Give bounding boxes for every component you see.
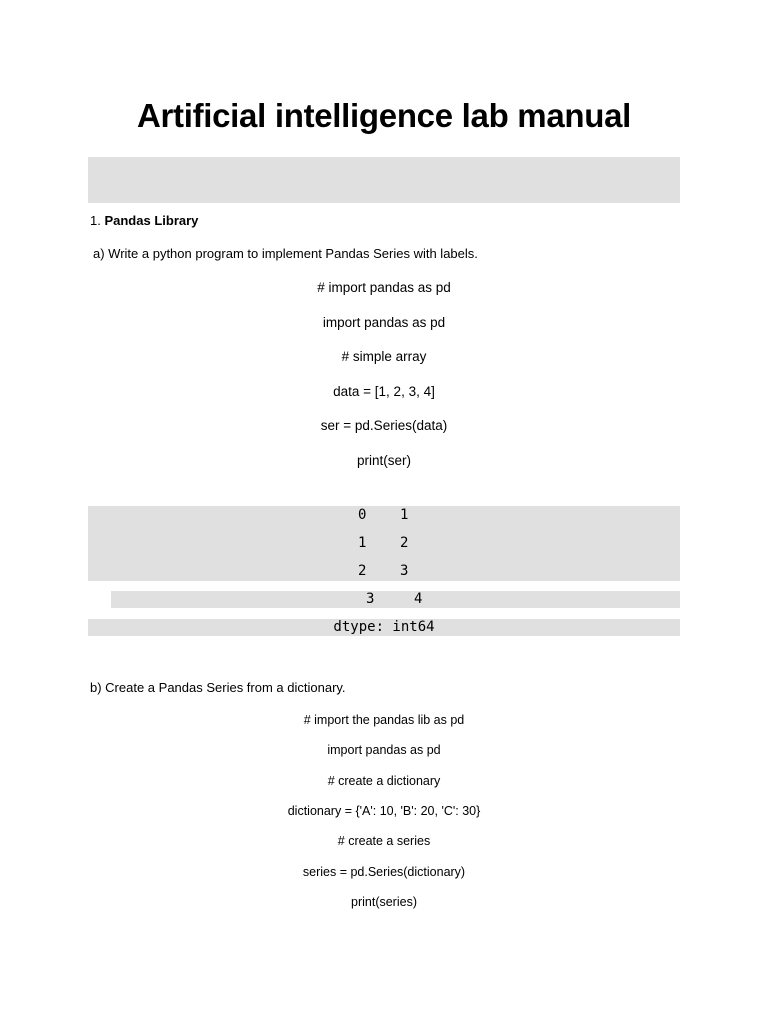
code-line: print(ser) xyxy=(356,453,411,468)
output-value: 3 xyxy=(400,563,409,579)
code-line: # create a dictionary xyxy=(327,774,441,788)
output-value: 2 xyxy=(400,535,409,551)
part-b-prompt: b) Create a Pandas Series from a dictionary. xyxy=(90,680,346,695)
code-line: # create a series xyxy=(337,834,431,848)
part-a-prompt: a) Write a python program to implement Pandas Series with labels. xyxy=(93,246,478,261)
output-value: 4 xyxy=(414,591,423,607)
code-line: import pandas as pd xyxy=(322,315,446,330)
output-row-shading xyxy=(111,591,680,608)
code-line: ser = pd.Series(data) xyxy=(320,418,448,433)
output-value: 1 xyxy=(400,507,409,523)
section-number: 1. xyxy=(90,213,101,228)
output-index: 2 xyxy=(358,563,367,579)
output-index: 0 xyxy=(358,507,367,523)
output-block xyxy=(88,506,680,581)
code-line: print(series) xyxy=(351,895,417,909)
header-shading-band xyxy=(88,157,680,203)
output-index: 1 xyxy=(358,535,367,551)
code-line: series = pd.Series(dictionary) xyxy=(302,865,466,879)
code-line: data = [1, 2, 3, 4] xyxy=(333,384,435,399)
code-line: # import pandas as pd xyxy=(317,280,451,295)
code-line: # simple array xyxy=(341,349,427,364)
page-title: Artificial intelligence lab manual xyxy=(136,97,632,134)
code-line: dictionary = {'A': 10, 'B': 20, 'C': 30} xyxy=(287,804,481,818)
section-heading xyxy=(90,212,198,230)
code-line: import pandas as pd xyxy=(327,743,441,757)
code-line: # import the pandas lib as pd xyxy=(303,713,465,727)
output-dtype: dtype: int64 xyxy=(333,619,435,635)
output-index: 3 xyxy=(366,591,375,607)
section-name: Pandas Library xyxy=(104,213,199,228)
